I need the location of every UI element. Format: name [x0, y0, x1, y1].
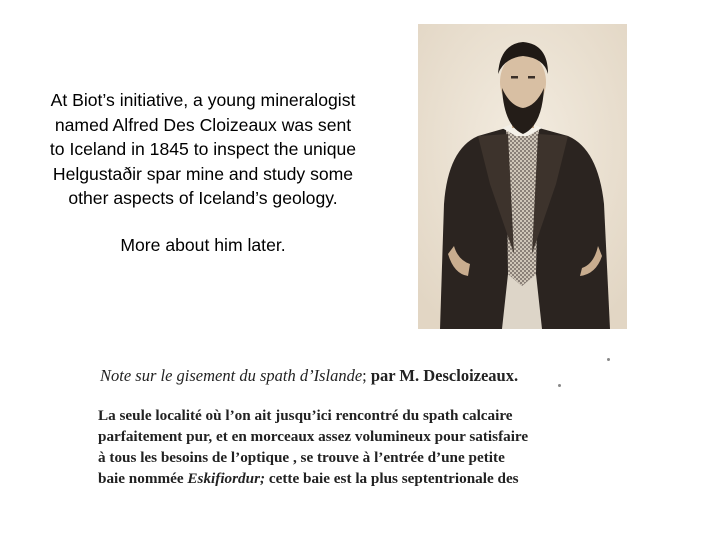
clipping-separator: ;: [362, 366, 367, 385]
portrait-illustration: [418, 24, 627, 329]
print-speck: [558, 384, 561, 387]
clipping-body-line: La seule localité où l’on ait jusqu’ici rencontré du spath calcaire: [98, 407, 513, 424]
clipping-author: par M. Descloizeaux.: [370, 366, 519, 385]
intro-line: other aspects of Iceland’s geology.: [68, 188, 338, 208]
newspaper-clipping: [88, 358, 608, 498]
intro-line: Helgustaðir spar mine and study some: [52, 163, 354, 184]
intro-line: to Iceland in 1845 to inspect the unique: [49, 139, 357, 159]
clipping-title: Note sur le gisement du spath d’Islande: [100, 366, 363, 385]
portrait-photo: [418, 24, 627, 329]
clipping-body-line: parfaitement pur, et en morceaux assez volumineux pour satisfaire: [98, 428, 529, 445]
clipping-place-name: Eskifiordur;: [187, 470, 266, 487]
intro-line: At Biot’s initiative, a young mineralogist: [50, 90, 356, 110]
intro-line: named Alfred Des Cloizeaux was sent: [54, 114, 352, 135]
clipping-body-line: [98, 470, 519, 488]
clipping-heading: [100, 366, 518, 386]
intro-text: [22, 88, 384, 257]
clipping-last-before: baie nommée: [98, 470, 184, 487]
more-later-text: More about him later.: [120, 234, 286, 255]
clipping-body-line: à tous les besoins de l’optique , se trouve à l’entrée d’une petite: [98, 449, 505, 466]
clipping-last-after: cette baie est la plus septentrionale des: [268, 470, 519, 487]
print-speck: [607, 358, 610, 361]
